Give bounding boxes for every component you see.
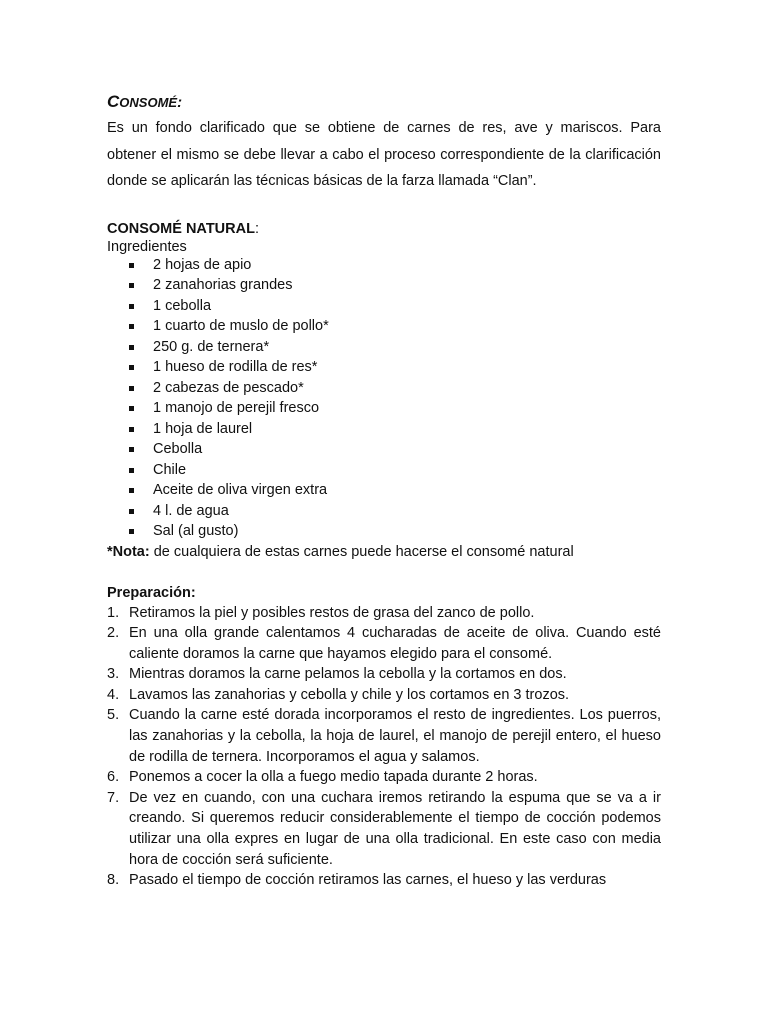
step-item	[107, 705, 661, 767]
ingredients-label: Ingredientes	[107, 238, 187, 255]
ingredient-item	[107, 357, 661, 378]
ingredient-text: Chile	[153, 461, 187, 478]
step-text: Ponemos a cocer la olla a fuego medio tapada durante 2 horas.	[129, 769, 538, 786]
step-item	[107, 664, 661, 685]
bullet-icon	[129, 324, 134, 329]
natural-title-text: CONSOMÉ NATURAL	[107, 220, 255, 237]
ingredient-item	[107, 419, 661, 440]
bullet-icon	[129, 488, 134, 493]
step-text: Retiramos la piel y posibles restos de grasa del zanco de pollo.	[129, 604, 535, 621]
step-number: 3.	[107, 666, 120, 683]
step-item	[107, 788, 661, 870]
ingredient-item	[107, 378, 661, 399]
step-number: 7.	[107, 789, 120, 806]
ingredient-text: 2 cabezas de pescado*	[153, 379, 304, 396]
step-number: 4.	[107, 686, 120, 703]
bullet-icon	[129, 263, 134, 268]
ingredient-item	[107, 501, 661, 522]
heading-initial: C	[107, 92, 120, 111]
ingredient-item	[107, 337, 661, 358]
ingredient-text: 1 hoja de laurel	[153, 420, 253, 437]
preparation-title: Preparación:	[107, 584, 196, 601]
bullet-icon	[129, 447, 134, 452]
consome-heading	[107, 90, 661, 115]
step-text: Pasado el tiempo de cocción retiramos las carnes, el hueso y las verduras	[129, 872, 607, 889]
note-label: *Nota:	[107, 543, 150, 560]
step-text: Cuando la carne esté dorada incorporamos el resto de ingredientes. Los puerros, las zanahorias y la cebolla, la hoja de laurel, el manojo de perejil entero, el hueso de rodilla de ternera. Incorporamos el agua y salamos.	[129, 707, 661, 765]
step-item	[107, 685, 661, 706]
ingredient-text: Aceite de oliva virgen extra	[153, 482, 328, 498]
step-text: En una olla grande calentamos 4 cucharadas de aceite de oliva. Cuando esté caliente doramos la carne que hayamos elegido para el consomé.	[129, 625, 661, 662]
document-content	[107, 90, 661, 891]
bullet-icon	[129, 304, 134, 309]
ingredient-text: 1 cebolla	[153, 297, 212, 314]
ingredient-text: 250 g. de ternera*	[153, 338, 270, 355]
ingredient-item	[107, 439, 661, 460]
ingredient-text: 1 hueso de rodilla de res*	[153, 359, 318, 375]
preparation-steps	[107, 603, 661, 891]
step-number: 6.	[107, 769, 120, 786]
bullet-icon	[129, 406, 134, 411]
ingredient-text: 2 zanahorias grandes	[153, 277, 293, 293]
bullet-icon	[129, 386, 134, 391]
ingredients-list	[107, 255, 661, 542]
note-text: de cualquiera de estas carnes puede hacerse el consomé natural	[149, 543, 574, 560]
step-number: 5.	[107, 707, 120, 724]
step-item	[107, 767, 661, 788]
bullet-icon	[129, 468, 134, 473]
bullet-icon	[129, 365, 134, 370]
intro-paragraph: Es un fondo clarificado que se obtiene de carnes de res, ave y mariscos. Para obtener el mismo se debe llevar a cabo el proceso correspondiente de la clarificación donde se aplicarán las técnicas básicas de la farza llamada “Clan”.	[107, 120, 661, 189]
ingredient-item	[107, 460, 661, 481]
bullet-icon	[129, 345, 134, 350]
step-number: 1.	[107, 604, 120, 621]
ingredient-text: Sal (al gusto)	[153, 523, 239, 539]
ingredient-item	[107, 275, 661, 296]
step-number: 8.	[107, 872, 120, 889]
natural-title-colon: :	[254, 220, 259, 237]
ingredient-item	[107, 398, 661, 419]
step-text: Lavamos las zanahorias y cebolla y chile y los cortamos en 3 trozos.	[129, 686, 570, 703]
bullet-icon	[129, 283, 134, 288]
bullet-icon	[129, 529, 134, 534]
step-item	[107, 870, 661, 891]
bullet-icon	[129, 427, 134, 432]
ingredient-text: 1 cuarto de muslo de pollo*	[153, 318, 329, 334]
heading-rest: ONSOMÉ	[119, 95, 178, 110]
natural-title	[107, 219, 661, 239]
step-text: Mientras doramos la carne pelamos la cebolla y la cortamos en dos.	[129, 666, 567, 683]
step-text: De vez en cuando, con una cuchara iremos retirando la espuma que se va a ir creando. Si queremos reducir considerablemente el tiempo de cocción podemos utilizar una olla expres en lugar de una olla tradicional. En este caso con media hora de cocción será suficiente.	[129, 789, 661, 868]
heading-colon: :	[177, 94, 183, 111]
step-number: 2.	[107, 625, 120, 642]
ingredient-item	[107, 296, 661, 317]
ingredient-item	[107, 255, 661, 276]
ingredient-text: 1 manojo de perejil fresco	[153, 400, 320, 416]
ingredient-text: 2 hojas de apio	[153, 256, 252, 273]
bullet-icon	[129, 509, 134, 514]
ingredient-item	[107, 521, 661, 542]
ingredient-item	[107, 316, 661, 337]
ingredient-text: 4 l. de agua	[153, 502, 229, 519]
step-item	[107, 603, 661, 624]
note	[107, 542, 661, 562]
ingredient-item	[107, 480, 661, 501]
ingredient-text: Cebolla	[153, 441, 203, 457]
step-item	[107, 623, 661, 664]
